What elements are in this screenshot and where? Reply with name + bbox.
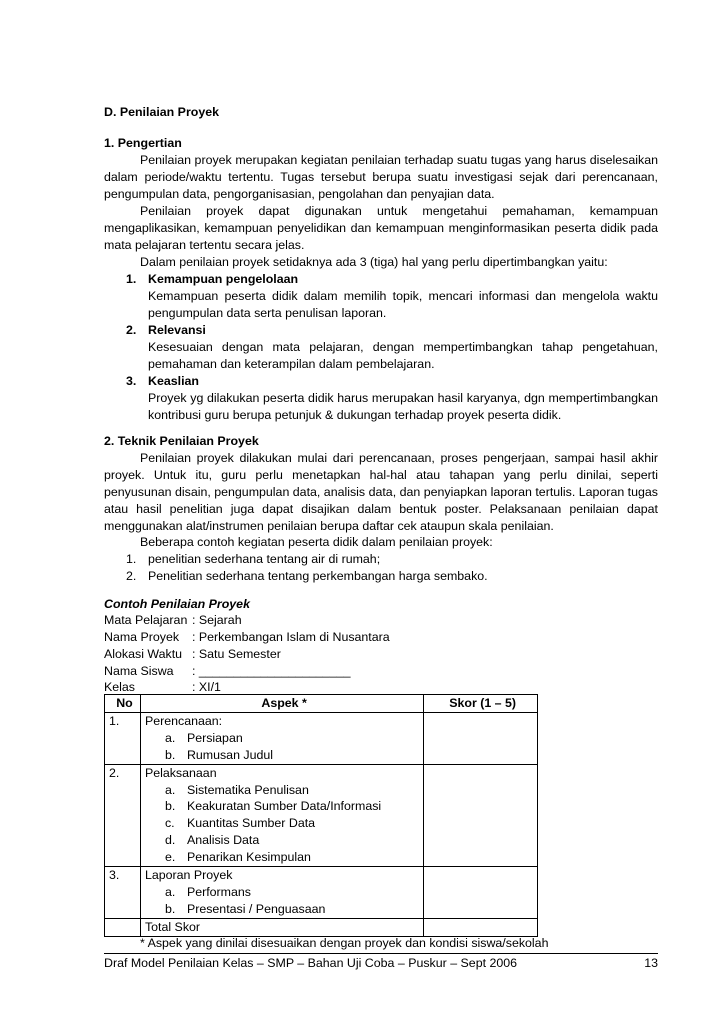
list-item-title: Keaslian bbox=[148, 374, 199, 388]
list-item-number: 2. bbox=[126, 569, 137, 583]
meta-value: : Perkembangan Islam di Nusantara bbox=[192, 630, 390, 644]
row-aspek bbox=[140, 867, 423, 919]
subitem-text: Performans bbox=[186, 884, 251, 899]
header-aspek: Aspek * bbox=[140, 695, 423, 713]
meta-key: Mata Pelajaran bbox=[104, 613, 188, 627]
aspect-title: Pelaksanaan bbox=[144, 765, 217, 780]
meta-row bbox=[104, 663, 351, 680]
section-title: D. Penilaian Proyek bbox=[104, 105, 220, 119]
subitem-letter: a. bbox=[164, 730, 176, 745]
table-total-row bbox=[105, 918, 538, 936]
subitem-text: Rumusan Judul bbox=[186, 747, 274, 762]
table-header-row bbox=[105, 695, 538, 713]
paragraph-pengertian-2: Penilaian proyek dapat digunakan untuk mengetahui pemahaman, kemampuan mengaplikasikan, kemampuan penyelidikan dan kemampuan menginformasikan peserta didik pada mata pelajaran tertentu secara jelas. bbox=[104, 204, 658, 252]
meta-value: : ______________________ bbox=[192, 664, 351, 678]
aspect-subitem bbox=[145, 747, 423, 764]
aspect-subitem bbox=[145, 849, 423, 866]
meta-value: : Satu Semester bbox=[192, 647, 281, 661]
aspect-subitem bbox=[145, 901, 423, 918]
aspect-subitem bbox=[145, 798, 423, 815]
row-no: 3. bbox=[105, 867, 141, 919]
table-row bbox=[105, 867, 538, 919]
aspect-title: Laporan Proyek bbox=[144, 868, 233, 883]
aspect-subitem bbox=[145, 832, 423, 849]
header-no: No bbox=[105, 695, 141, 713]
aspect-subitem bbox=[145, 884, 423, 901]
footer-divider bbox=[104, 953, 658, 954]
page-footer bbox=[104, 956, 658, 970]
meta-key: Kelas bbox=[104, 680, 135, 694]
list-item-text: Kemampuan peserta didik dalam memilih topik, mencari informasi dan mengelola waktu pengumpulan data serta penulisan laporan. bbox=[148, 289, 658, 320]
aspect-title: Perencanaan: bbox=[144, 713, 223, 728]
table-note: * Aspek yang dinilai disesuaikan dengan proyek dan kondisi siswa/sekolah bbox=[140, 936, 549, 950]
row-aspek bbox=[140, 764, 423, 866]
list-item bbox=[104, 551, 658, 568]
score-cell[interactable] bbox=[424, 867, 538, 919]
total-label: Total Skor bbox=[140, 918, 423, 936]
meta-key: Nama Proyek bbox=[104, 630, 180, 644]
footer-text: Draf Model Penilaian Kelas – SMP – Bahan Uji Coba – Puskur – Sept 2006 bbox=[104, 956, 518, 970]
meta-row bbox=[104, 612, 242, 629]
total-score-cell[interactable] bbox=[424, 918, 538, 936]
list-item bbox=[104, 271, 658, 323]
list-item-title: Kemampuan pengelolaan bbox=[148, 272, 299, 286]
aspect-subitem bbox=[145, 815, 423, 832]
meta-key: Alokasi Waktu bbox=[104, 647, 183, 661]
subitem-text: Kuantitas Sumber Data bbox=[186, 816, 316, 831]
header-skor: Skor (1 – 5) bbox=[424, 695, 538, 713]
paragraph-pengertian-1: Penilaian proyek merupakan kegiatan penilaian terhadap suatu tugas yang harus diselesaikan dalam periode/waktu tertentu. Tugas tersebut berupa suatu investigasi sejak dari perencanaan, pengumpulan data, pengorganisasian, pengolahan dan penyajian data. bbox=[104, 153, 658, 201]
subitem-letter: a. bbox=[164, 782, 176, 797]
aspect-subitem bbox=[145, 730, 423, 747]
subsection-title-pengertian: 1. Pengertian bbox=[104, 136, 182, 150]
list-item-number: 3. bbox=[126, 374, 137, 388]
assessment-table bbox=[104, 694, 538, 937]
subitem-text: Sistematika Penulisan bbox=[186, 782, 309, 797]
subitem-text: Presentasi / Penguasaan bbox=[186, 901, 326, 916]
list-item-number: 2. bbox=[126, 323, 137, 337]
aspect-subitem bbox=[145, 782, 423, 799]
subitem-text: Persiapan bbox=[186, 730, 243, 745]
row-no: 2. bbox=[105, 764, 141, 866]
subitem-letter: c. bbox=[164, 816, 175, 831]
meta-row bbox=[104, 646, 281, 663]
list-item-number: 1. bbox=[126, 552, 137, 566]
subitem-letter: a. bbox=[164, 884, 176, 899]
list-item-text: Kesesuaian dengan mata pelajaran, dengan mempertimbangkan tahap pengetahuan, pemahaman dan keterampilan dalam pembelajaran. bbox=[148, 340, 658, 371]
score-cell[interactable] bbox=[424, 712, 538, 764]
example-title: Contoh Penilaian Proyek bbox=[104, 597, 250, 611]
row-aspek bbox=[140, 712, 423, 764]
subitem-text: Keakuratan Sumber Data/Informasi bbox=[186, 799, 382, 814]
list-item-text: penelitian sederhana tentang air di rumah; bbox=[148, 552, 381, 566]
paragraph-pengertian-3: Dalam penilaian proyek setidaknya ada 3 (tiga) hal yang perlu dipertimbangkan yaitu: bbox=[140, 255, 608, 269]
meta-key: Nama Siswa bbox=[104, 664, 174, 678]
list-item-text: Penelitian sederhana tentang perkembangan harga sembako. bbox=[148, 569, 488, 583]
subitem-letter: b. bbox=[164, 747, 176, 762]
subitem-letter: e. bbox=[164, 850, 176, 865]
subitem-letter: b. bbox=[164, 799, 176, 814]
paragraph-teknik-2: Beberapa contoh kegiatan peserta didik dalam penilaian proyek: bbox=[140, 535, 493, 549]
subitem-text: Analisis Data bbox=[186, 833, 260, 848]
list-item-number: 1. bbox=[126, 272, 137, 286]
subitem-letter: d. bbox=[164, 833, 176, 848]
meta-row bbox=[104, 629, 390, 646]
table-row bbox=[105, 712, 538, 764]
meta-value: : XI/1 bbox=[192, 680, 221, 694]
paragraph-teknik-1: Penilaian proyek dilakukan mulai dari perencanaan, proses pengerjaan, sampai hasil akhir proyek. Untuk itu, guru perlu menetapkan hal-hal atau tahapan yang perlu dinilai, seperti penyusunan disain, pengumpulan data, analisis data, dan penyiapkan laporan tertulis. Laporan tugas atau hasil penelitian juga dapat disajikan dalam bentuk poster. Pelaksanaan penilaian dapat menggunakan alat/instrumen penilaian berupa daftar cek ataupun skala penilaian. bbox=[104, 451, 658, 533]
subsection-title-teknik: 2. Teknik Penilaian Proyek bbox=[104, 434, 259, 448]
list-item-title: Relevansi bbox=[148, 323, 206, 337]
meta-value: : Sejarah bbox=[192, 613, 242, 627]
list-item-text: Proyek yg dilakukan peserta didik harus merupakan hasil karyanya, dgn mempertimbangkan kontribusi guru berupa petunjuk & dukungan terhadap proyek peserta didik. bbox=[148, 391, 658, 422]
list-item bbox=[104, 373, 658, 425]
page-number: 13 bbox=[644, 956, 658, 970]
subitem-letter: b. bbox=[164, 901, 176, 916]
subitem-text: Penarikan Kesimpulan bbox=[186, 850, 311, 865]
list-item bbox=[104, 322, 658, 374]
score-cell[interactable] bbox=[424, 764, 538, 866]
total-no-cell bbox=[105, 918, 141, 936]
row-no: 1. bbox=[105, 712, 141, 764]
table-row bbox=[105, 764, 538, 866]
list-item bbox=[104, 568, 658, 585]
